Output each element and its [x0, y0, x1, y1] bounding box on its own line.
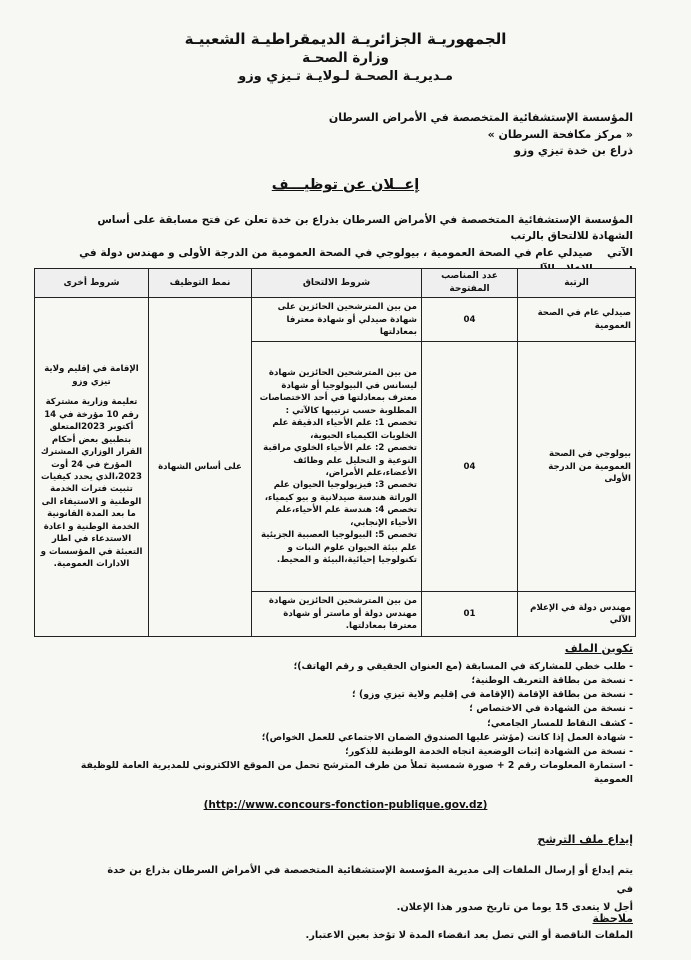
header-grade: الرتبة — [518, 269, 636, 298]
directorate-line: مـديريـة الصحـة لـولايـة تـيزي وزو — [238, 68, 453, 84]
specialty-item: تخصص 3: فيزيولوجيا الحيوان علم الوراثة هندسة صيدلانية و بيو كيمياء، — [264, 480, 417, 503]
table-header-row — [35, 269, 636, 298]
list-item: - طلب خطي للمشاركة في المسابقة (مع العنوان الحقيقي و رقم الهاتف)؛ — [60, 660, 633, 674]
required-documents-list — [60, 660, 633, 787]
list-item: - كشف النقاط للمسار الجامعي؛ — [60, 717, 633, 731]
conditions-cell — [252, 342, 422, 592]
count-cell: 01 — [422, 592, 518, 636]
conditions-intro: من بين المترشحين الحائزين شهادة ليسانس في البيولوجيا أو شهادة معترف بمعادلتها في أحد الاختصاصات المطلوبة حسب ترتيبها كالآتي : — [259, 368, 417, 416]
institution-block — [329, 110, 633, 160]
conditions-cell: من بين المترشحين الحائزين على شهادة صيدلي أو شهادة معترفا بمعادلتها — [252, 298, 422, 342]
specialty-item: تخصص 5: البيولوجيا العصبية الجزيئية علم بيئة الحيوان علوم النبات و تكنولوجيا إحيائية،البيئة و المحيط. — [260, 530, 417, 566]
header-mode: نمط التوظيف — [149, 269, 252, 298]
header-count: عدد المناصب المفتوحة — [422, 269, 518, 298]
list-item: - استمارة المعلومات رقم 2 + صورة شمسية تملأ من طرف المترشح تحمل من الموقع الالكتروني للمديرية العامة للوظيفة العمومية — [60, 759, 633, 787]
ministry-line: وزارة الصحـة — [302, 49, 389, 66]
institution-name: المؤسسة الإستشفائية المتخصصة في الأمراض السرطان — [328, 111, 633, 124]
note-text: الملفات الناقصة أو التي تصل بعد انقضاء المدة لا تؤخذ بعين الاعتبار. — [305, 930, 633, 941]
letterhead — [0, 30, 691, 85]
page-title: إعــلان عن توظيـــف — [271, 177, 420, 193]
list-item: - نسخة من بطاقة الإقامة (الإقامة في إقليم ولاية تيزي وزو) ؛ — [60, 688, 633, 702]
intro-line-1: المؤسسة الإستشفائية المتخصصة في الأمراض السرطان بذراع بن خدة تعلن عن فتح مسابقة على أساس الشهادة للالتحاق بالرتب — [97, 214, 633, 243]
deposit-line-2: أجل لا يتعدى 15 يوما من تاريخ صدور هذا الإعلان. — [396, 902, 633, 914]
other-conditions-instruction: تعليمة وزارية مشتركة رقم 10 مؤرخة في 14 أكتوبر 2023المتعلق بتطبيق بعض أحكام القرار الوزاري المشترك المؤرخ في 24 أوت 2023،الذي يحدد كيفيات تثبيت فترات الخدمة الوطنية و الاستيفاء الى ما بعد المدة القانونية الخدمة الوطنية و اعادة الاستدعاء في اطار التعبئة في المؤسسات و الادارات العمومية. — [40, 397, 143, 570]
grade-cell: بيولوجي في الصحة العمومية من الدرجة الأولى — [518, 342, 636, 592]
header-other: شروط أخرى — [35, 269, 149, 298]
grade-cell: صيدلي عام في الصحة العمومية — [518, 298, 636, 342]
table-row — [35, 298, 636, 342]
republic-line: الجمهوريـة الجزائريـة الديمقراطيـة الشعبيـة — [184, 30, 507, 48]
file-section-heading: تكوين الملف — [564, 642, 633, 655]
count-cell: 04 — [422, 342, 518, 592]
deposit-line-1: يتم إيداع أو إرسال الملفات إلى مديرية المؤسسة الإستشفائية المتخصصة في الأمراض السرطان بذراع بن خدة في — [107, 865, 633, 895]
deposit-paragraph — [90, 862, 633, 918]
deposit-heading: إيداع ملف الترشح — [537, 833, 633, 846]
positions-table — [34, 268, 636, 637]
list-item: - شهادة العمل إذا كانت (مؤشر عليها الصندوق الضمان الاجتماعي للعمل الخواص)؛ — [60, 731, 633, 745]
institution-center: « مركز مكافحة السرطان » — [487, 127, 633, 141]
note-heading: ملاحظة — [592, 912, 633, 925]
recruitment-mode-cell: على أساس الشهادة — [149, 298, 252, 637]
list-item: - نسخة من بطاقة التعريف الوطنية؛ — [60, 674, 633, 688]
list-item: - نسخة من الشهادة في الاختصاص ؛ — [60, 702, 633, 716]
website-link-line — [0, 799, 691, 811]
website-link[interactable]: (http://www.concours-fonction-publique.gov.dz) — [203, 799, 488, 811]
header-conditions: شروط الالتحاق — [252, 269, 422, 298]
specialty-item: تخصص 2: علم الأحياء الخلوي مراقبة النوعية و التحليل علم وظائف الأعضاء،علم الأمراض، — [263, 443, 417, 478]
list-item: - نسخة من الشهادة إثبات الوضعية اتجاه الخدمة الوطنية للذكور؛ — [60, 745, 633, 759]
other-conditions-residence: الإقامة في إقليم ولاية تيزي وزو — [44, 364, 139, 387]
conditions-cell: من بين المترشحين الحائزين شهادة مهندس دولة أو ماستر أو شهادة معترفا بمعادلتها. — [252, 592, 422, 636]
other-conditions-cell — [35, 298, 149, 637]
institution-place: ذراع بن خدة تيزي وزو — [514, 144, 633, 157]
grade-cell: مهندس دولة في الإعلام الآلي — [518, 592, 636, 636]
count-cell: 04 — [422, 298, 518, 342]
intro-line-2: صيدلي عام في الصحة العمومية ، بيولوجي في الصحة العمومية من الدرجة الأولى و مهندس دولة في — [79, 246, 593, 259]
specialty-item: تخصص 4: هندسة علم الأحياء،علم الأحياء الإنجابي، — [275, 505, 417, 528]
specialty-item: تخصص 1: علم الأحياء الدقيقة علم الخلويات الكيمياء الحيوية، — [272, 418, 417, 441]
intro-label: الآتي — [607, 246, 633, 259]
